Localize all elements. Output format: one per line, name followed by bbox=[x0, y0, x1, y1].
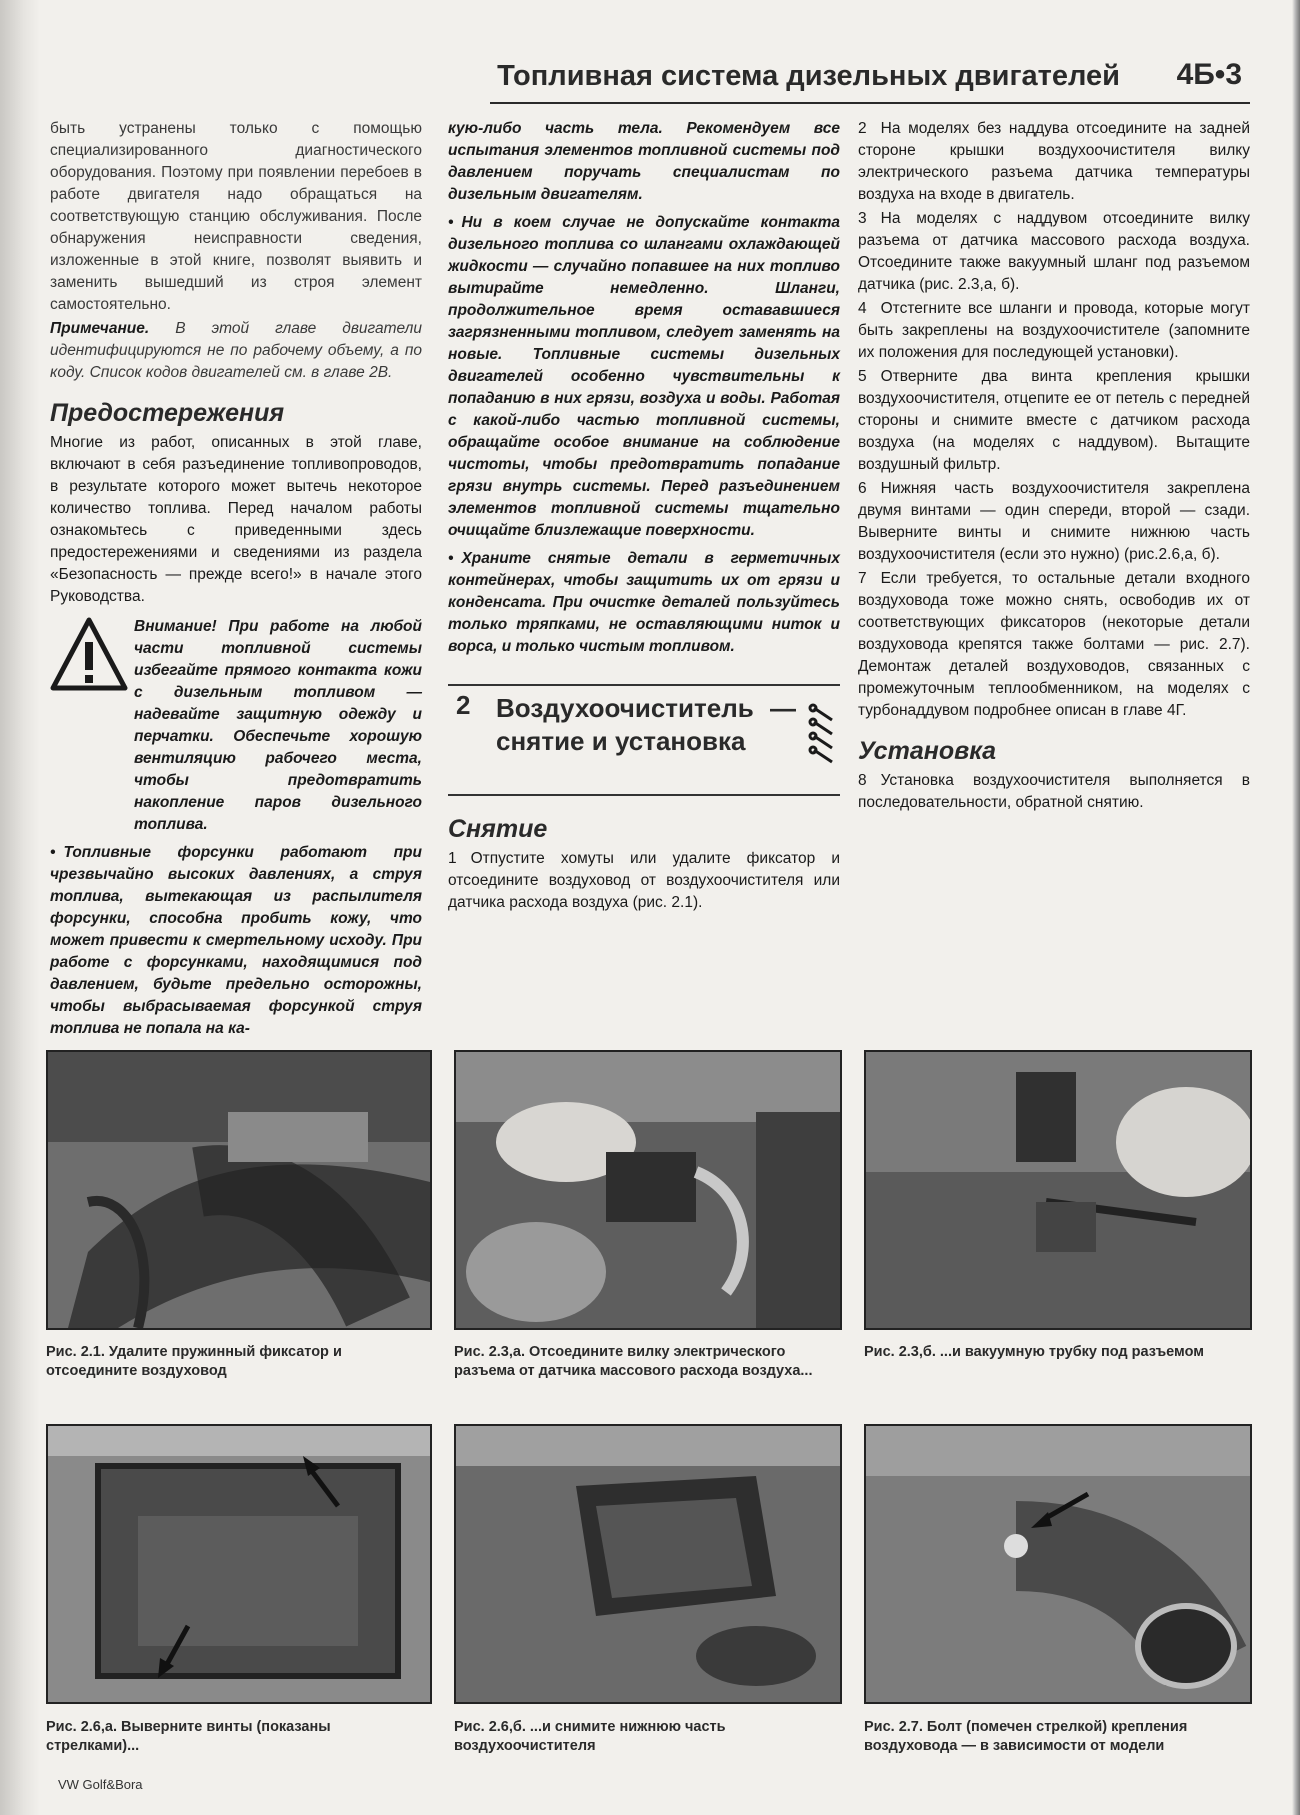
airbox-photo-arrows-icon bbox=[48, 1426, 430, 1702]
intro-paragraph: быть устранены только с помощью специализированного диагностического оборудования. Поэтому при появлении перебоев в работе двигателя надо обращаться на соответствующую станцию обслуживания. После обнаружения неисправности сведения, изложенные в этой книге, позволят выявить и заменить вышедший из строя элемент самостоятельно. bbox=[50, 120, 422, 313]
bullet-hoses bbox=[448, 212, 840, 542]
note-text: В этой главе двигатели идентифицируются не по рабочему объему, а по коду. Список кодов двигателей см. в главе 2В. bbox=[50, 320, 422, 381]
book-spine-shadow bbox=[0, 0, 40, 1815]
running-header bbox=[490, 56, 1250, 104]
engine-photo-hose-icon bbox=[48, 1052, 430, 1328]
step-3 bbox=[858, 208, 1250, 296]
airbox-photo-removed-icon bbox=[456, 1426, 840, 1702]
caption-fig-2-3b: Рис. 2.3,б. ...и вакуумную трубку под разъемом bbox=[864, 1344, 1204, 1360]
column-2 bbox=[448, 118, 840, 916]
page-edge-shadow bbox=[1292, 0, 1300, 1815]
step-number: 8 bbox=[858, 772, 867, 789]
column-1 bbox=[50, 118, 422, 1042]
caption-fig-2-3a: Рис. 2.3,а. Отсоедините вилку электрического разъема от датчика массового расхода воздуха... bbox=[454, 1344, 813, 1379]
caption-fig-2-1: Рис. 2.1. Удалите пружинный фиксатор и отсоедините воздуховод bbox=[46, 1344, 342, 1379]
bullet-dot: • bbox=[50, 844, 56, 861]
step-5 bbox=[858, 366, 1250, 476]
step-8-text: Установка воздухоочистителя выполняется в последовательности, обратной снятию. bbox=[858, 772, 1250, 811]
page-number: 4Б•3 bbox=[1176, 58, 1242, 91]
note-paragraph bbox=[50, 318, 422, 384]
step-text: Отстегните все шланги и провода, которые могут быть закреплены на воздухоочистителе (запомните их положения для последующей установки). bbox=[858, 300, 1250, 361]
removal-heading: Снятие bbox=[448, 815, 548, 843]
bullet-injectors bbox=[50, 842, 422, 1040]
caption-fig-2-7: Рис. 2.7. Болт (помечен стрелкой) крепления воздуховода — в зависимости от модели bbox=[864, 1719, 1188, 1754]
bullet-hoses-text: Ни в коем случае не допускайте контакта дизельного топлива со шлангами охлаждающей жидкости — случайно попавшее на них топливо вытирайте немедленно. Шланги, продолжительное время остававшиеся загрязненными топливом, следует заменять на новые. Топливные системы дизельных двигателей особенно чувствительны к попаданию в них грязи, воздуха и воды. Работая с какой-либо частью топливной системы, обращайте особое внимание на соблюдение чистоты, чтобы предотвратить попадание грязи внутрь системы. Перед разъединением элементов топливной системы тщательно очищайте близлежащие поверхности. bbox=[448, 214, 840, 539]
photo-fig-2-6a bbox=[46, 1424, 432, 1704]
step-number: 3 bbox=[858, 210, 867, 227]
bullet-dot: • bbox=[448, 550, 454, 567]
warning-box bbox=[50, 616, 422, 836]
bullet-storage bbox=[448, 548, 840, 658]
step-6 bbox=[858, 478, 1250, 566]
photo-fig-2-3a bbox=[454, 1050, 842, 1330]
photo-fig-2-6b bbox=[454, 1424, 842, 1704]
engine-photo-connector-icon bbox=[456, 1052, 840, 1328]
step-1 bbox=[448, 848, 840, 914]
step-text: На моделях без наддува отсоедините на задней стороне крышки воздухоочистителя вилку электрического разъема датчика температуры воздуха на входе в двигатель. bbox=[858, 120, 1250, 203]
footer-book-title: VW Golf&Bora bbox=[58, 1777, 143, 1792]
step-text: Нижняя часть воздухоочистителя закреплена двумя винтами — один спереди, второй — сзади. Выверните винты и снимите нижнюю часть воздухоочистителя (если это нужно) (рис.2.6,а, б). bbox=[858, 480, 1250, 563]
bullet-storage-text: Храните снятые детали в герметичных контейнерах, чтобы защитить их от грязи и конденсата. При очистке деталей пользуйтесь только тряпками, не оставляющими ниток и ворса, и только чистым топливом. bbox=[448, 550, 840, 655]
step-text: Если требуется, то остальные детали входного воздуховода тоже можно снять, освободив их от соответствующих фиксаторов (некоторые детали воздуховода крепятся также болтами — рис. 2.7). Демонтаж деталей воздуховодов, связанных с промежуточным теплообменником, на моделях с турбонаддувом подробнее описан в главе 4Г. bbox=[858, 570, 1250, 719]
note-label: Примечание. bbox=[50, 320, 150, 337]
precautions-text: Многие из работ, описанных в этой главе, включают в себя разъединение топливопроводов, в результате которого может вытечь некоторое количество топлива. Перед началом работы ознакомьтесь с приведенными здесь предостережениями и сведениями из раздела «Безопасность — прежде всего!» в начале этого Руководства. bbox=[50, 434, 422, 605]
section-number: 2 bbox=[456, 690, 471, 720]
bullet-injectors-text: Топливные форсунки работают при чрезвычайно высоких давлениях, а струя топлива, вытекающая из распылителя форсунки, способна пробить кожу, что может привести к смертельному исходу. При работе с форсунками, находящимися под давлением, будьте предельно осторожны, чтобы выбрасываемая форсункой струя топлива не попала на ка- bbox=[50, 844, 422, 1037]
section-heading bbox=[448, 684, 840, 796]
step-number: 5 bbox=[858, 368, 867, 385]
step-number: 6 bbox=[858, 480, 867, 497]
step-number: 1 bbox=[448, 850, 457, 867]
precautions-heading: Предостережения bbox=[50, 399, 285, 427]
section-title: Воздухоочиститель — снятие и установка bbox=[496, 693, 796, 756]
step-number: 7 bbox=[858, 570, 867, 587]
installation-heading: Установка bbox=[858, 737, 997, 765]
step-2 bbox=[858, 118, 1250, 206]
caption-fig-2-6a: Рис. 2.6,а. Выверните винты (показаны стрелками)... bbox=[46, 1719, 331, 1754]
photo-fig-2-3b bbox=[864, 1050, 1252, 1330]
step-7 bbox=[858, 568, 1250, 722]
continued-text: кую-либо часть тела. Рекомендуем все испытания элементов топливной системы под давлением поручать специалистам по дизельным двигателям. bbox=[448, 120, 840, 203]
caption-fig-2-6b: Рис. 2.6,б. ...и снимите нижнюю часть воздухоочистителя bbox=[454, 1719, 726, 1754]
difficulty-wrench-icon bbox=[808, 700, 838, 778]
step-4 bbox=[858, 298, 1250, 364]
engine-photo-vacuum-icon bbox=[866, 1052, 1250, 1328]
column-3 bbox=[858, 118, 1250, 816]
step-1-text: Отпустите хомуты или удалите фиксатор и отсоедините воздуховод от воздухоочистителя или датчика расхода воздуха (рис. 2.1). bbox=[448, 850, 840, 911]
warning-triangle-icon bbox=[50, 616, 128, 692]
photo-fig-2-1 bbox=[46, 1050, 432, 1330]
photo-fig-2-7 bbox=[864, 1424, 1252, 1704]
step-8 bbox=[858, 770, 1250, 814]
duct-photo-bolt-icon bbox=[866, 1426, 1250, 1702]
step-number: 2 bbox=[858, 120, 867, 137]
step-text: На моделях с наддувом отсоедините вилку разъема от датчика массового расхода воздуха. Отсоедините также вакуумный шланг под разъемом датчика (рис. 2.3,а, б). bbox=[858, 210, 1250, 293]
step-number: 4 bbox=[858, 300, 867, 317]
step-text: Отверните два винта крепления крышки воздухоочистителя, отцепите ее от петель с передней стороны и снимите вместе с датчиком расхода воздуха (на моделях с наддувом). Вытащите воздушный фильтр. bbox=[858, 368, 1250, 473]
chapter-title: Топливная система дизельных двигателей bbox=[497, 60, 1120, 92]
bullet-dot: • bbox=[448, 214, 454, 231]
warning-text: Внимание! При работе на любой части топливной системы избегайте прямого контакта кожи с дизельным топливом — надевайте защитную одежду и перчатки. Обеспечьте хорошую вентиляцию рабочего места, чтобы предотвратить накопление паров дизельного топлива. bbox=[134, 618, 422, 833]
